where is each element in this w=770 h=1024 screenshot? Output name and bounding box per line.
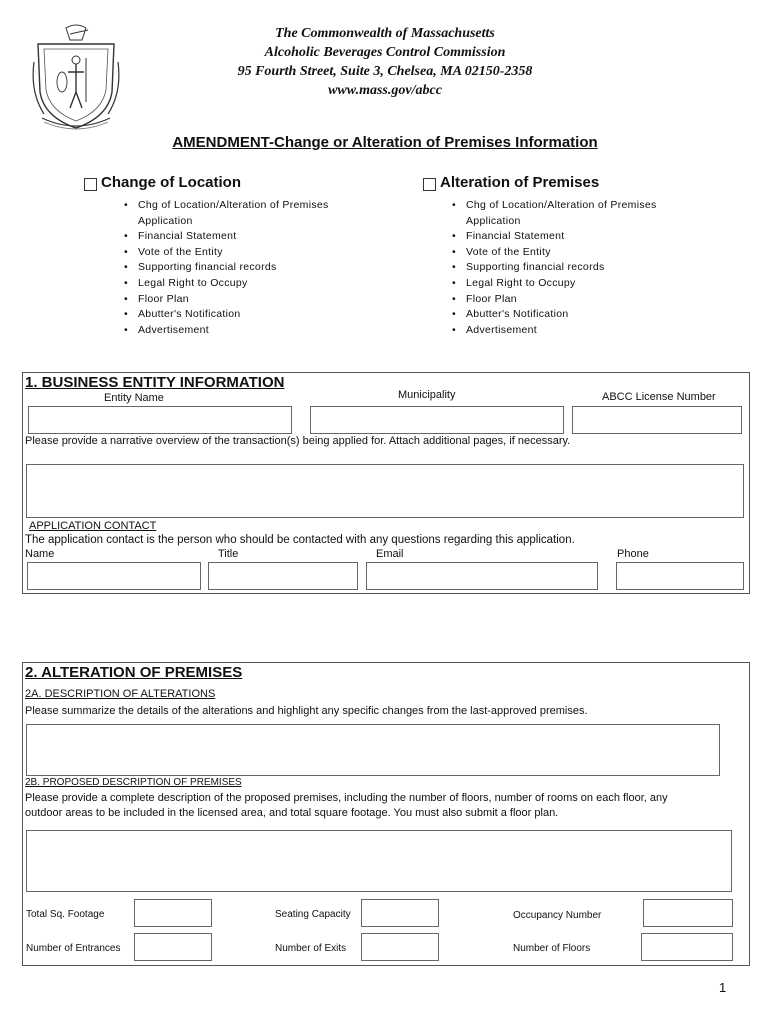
list-item: • Vote of the Entity: [120, 245, 380, 261]
seating-capacity-label: Seating Capacity: [275, 909, 351, 920]
section1-title: 1. BUSINESS ENTITY INFORMATION: [25, 374, 285, 391]
municipality-field[interactable]: [310, 406, 564, 434]
change-of-location-label: Change of Location: [101, 174, 241, 191]
premises-description-field[interactable]: [26, 830, 732, 892]
list-item: • Floor Plan: [448, 292, 708, 308]
list-item: • Chg of Location/Alteration of Premises: [120, 198, 380, 214]
section2-title: 2. ALTERATION OF PREMISES: [25, 664, 243, 681]
list-item: • Abutter's Notification: [120, 307, 380, 323]
number-of-entrances-field[interactable]: [134, 933, 212, 961]
list-item: • Supporting financial records: [120, 260, 380, 276]
list-item: • Legal Right to Occupy: [448, 276, 708, 292]
license-number-label: ABCC License Number: [602, 391, 716, 403]
number-of-exits-field[interactable]: [361, 933, 439, 961]
alteration-of-premises-label: Alteration of Premises: [440, 174, 600, 191]
contact-email-field[interactable]: [366, 562, 598, 590]
alterations-description-field[interactable]: [26, 724, 720, 776]
proposed-description-text-line1: Please provide a complete description of the proposed premises, including the number of floors, number of rooms on each floor, any: [25, 792, 668, 804]
application-contact-heading: APPLICATION CONTACT: [29, 520, 157, 532]
contact-title-label: Title: [218, 548, 239, 560]
list-item: • Abutter's Notification: [448, 307, 708, 323]
contact-name-field[interactable]: [27, 562, 201, 590]
contact-title-field[interactable]: [208, 562, 358, 590]
contact-email-label: Email: [376, 548, 404, 560]
number-of-exits-label: Number of Exits: [275, 943, 347, 954]
alteration-of-premises-checkbox[interactable]: [423, 178, 436, 191]
list-item: • Supporting financial records: [448, 260, 708, 276]
contact-phone-field[interactable]: [616, 562, 744, 590]
entity-name-label: Entity Name: [104, 392, 164, 404]
seating-capacity-field[interactable]: [361, 899, 439, 927]
proposed-description-text-line2: outdoor areas to be included in the licensed area, and total square footage. You must also submit a floor plan.: [25, 807, 559, 819]
list-item: Application: [466, 214, 521, 227]
header-website: www.mass.gov/abcc: [328, 83, 442, 98]
list-item: • Chg of Location/Alteration of Premises: [448, 198, 708, 214]
description-of-alterations-heading: 2A. DESCRIPTION OF ALTERATIONS: [25, 688, 216, 700]
occupancy-number-field[interactable]: [643, 899, 733, 927]
list-item: • Advertisement: [120, 323, 380, 339]
alteration-of-premises-requirements: [448, 198, 708, 338]
list-item: Application: [138, 214, 193, 227]
narrative-label: Please provide a narrative overview of the transaction(s) being applied for. Attach additional pages, if necessary.: [25, 435, 571, 447]
number-of-floors-field[interactable]: [641, 933, 733, 961]
page-number: 1: [719, 980, 727, 995]
license-number-field[interactable]: [572, 406, 742, 434]
change-of-location-requirements: [120, 198, 380, 338]
contact-phone-label: Phone: [617, 548, 649, 560]
change-of-location-checkbox[interactable]: [84, 178, 97, 191]
header-commission: Alcoholic Beverages Control Commission: [264, 45, 506, 60]
form-title: AMENDMENT-Change or Alteration of Premises Information: [172, 134, 598, 151]
application-contact-description: The application contact is the person who should be contacted with any questions regarding this application.: [25, 534, 575, 546]
header-address: 95 Fourth Street, Suite 3, Chelsea, MA 02150-2358: [237, 64, 533, 79]
list-item: • Financial Statement: [120, 229, 380, 245]
list-item: • Financial Statement: [448, 229, 708, 245]
entity-name-field[interactable]: [28, 406, 292, 434]
list-item: • Legal Right to Occupy: [120, 276, 380, 292]
proposed-description-heading: 2B. PROPOSED DESCRIPTION OF PREMISES: [25, 777, 242, 788]
list-item: • Floor Plan: [120, 292, 380, 308]
list-item: • Vote of the Entity: [448, 245, 708, 261]
header-commonwealth: The Commonwealth of Massachusetts: [275, 26, 495, 41]
list-item: • Advertisement: [448, 323, 708, 339]
narrative-field[interactable]: [26, 464, 744, 518]
occupancy-number-label: Occupancy Number: [513, 910, 602, 921]
number-of-floors-label: Number of Floors: [513, 943, 591, 954]
number-of-entrances-label: Number of Entrances: [26, 943, 121, 954]
total-sq-footage-field[interactable]: [134, 899, 212, 927]
municipality-label: Municipality: [398, 389, 456, 401]
description-of-alterations-text: Please summarize the details of the alterations and highlight any specific changes from the last-approved premises.: [25, 705, 588, 717]
total-sq-footage-label: Total Sq. Footage: [26, 909, 105, 920]
contact-name-label: Name: [25, 548, 55, 560]
